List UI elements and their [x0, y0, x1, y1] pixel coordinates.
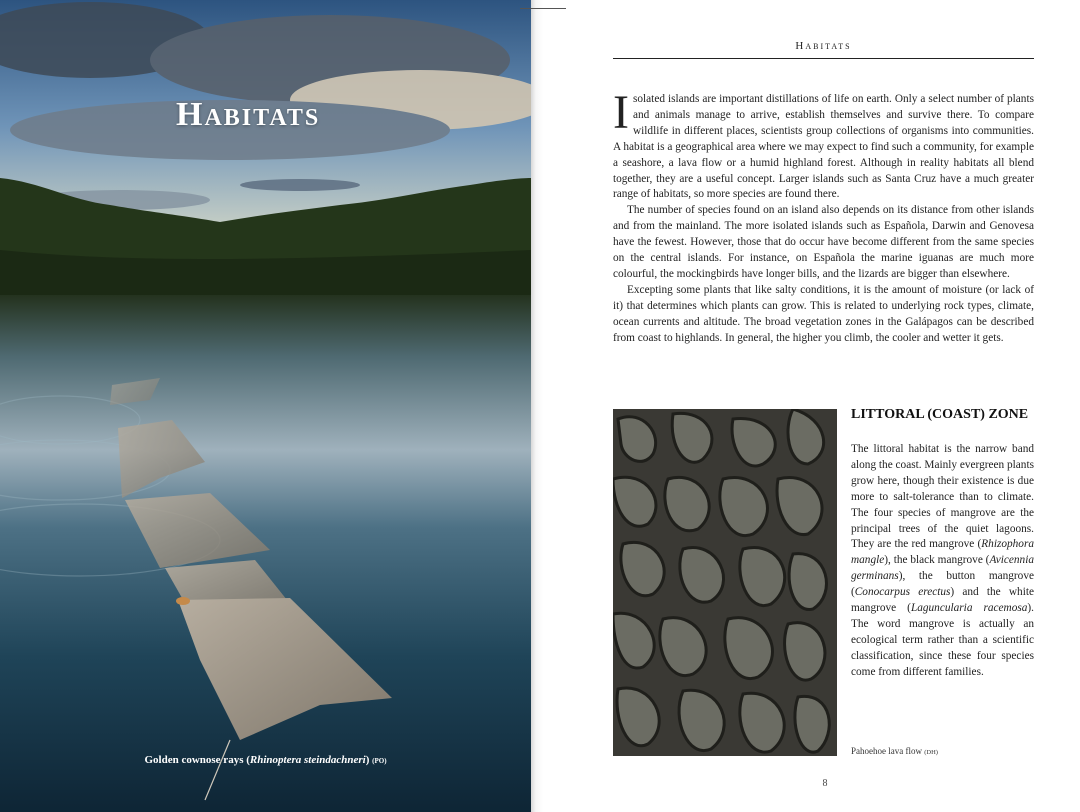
littoral-paragraph [851, 442, 1034, 681]
photo-caption-lava [851, 746, 938, 756]
running-head: Habitats [795, 40, 852, 52]
paragraph-3: Excepting some plants that like salty conditions, it is the amount of moisture (or lack of it) that determines which plants can grow. This is related to underlying rock types, climate, ocean currents and altitude. The broad vegetation zones in the Galápagos can be described from coast to highlands. In general, the higher you climb, the cooler and wetter it gets. [613, 283, 1034, 344]
littoral-text-2: ), the black mangrove ( [884, 554, 990, 567]
section-title-littoral: LITTORAL (COAST) ZONE [851, 407, 1029, 422]
caption-suffix: ) [365, 754, 373, 766]
page-number: 8 [822, 778, 828, 789]
caption-credit: (PO) [372, 757, 387, 765]
species-white-mangrove: Laguncularia racemosa [910, 602, 1028, 615]
pahoehoe-texture [613, 409, 837, 756]
caption-species: Rhinoptera steindachneri [249, 754, 366, 766]
lava-caption-credit: (DH) [924, 749, 938, 756]
intro-text [613, 86, 1034, 347]
littoral-text-1: The littoral habitat is the narrow band along the coast. Mainly evergreen plants grow here, though their existence is due more to salt-tolerance than to climate. The four species of mangrove are the principal trees of the quiet lagoons. They are the red mangrove ( [851, 443, 1034, 551]
paragraph-1-text: solated islands are important distillations of life on earth. Only a select number of plants and animals manage to arrive, establish themselves and survive there. To compare wildlife in different places, scientists group collections of organisms into communities. A habitat is a geographical area where we may expect to find such a community, for example a seashore, a lava flow or a humid highland forest. Although in reality habitats all blend together, they are a useful concept. Larger islands such as Santa Cruz have a much greater range of habitats, so more species are found there. [613, 93, 1034, 201]
littoral-text-3: ), the button mangrove ( [851, 570, 1034, 599]
lava-flow-photo [613, 409, 837, 756]
species-button-mangrove: Conocarpus erectus [854, 586, 951, 599]
littoral-text [851, 442, 1034, 681]
littoral-text-5: ). The word mangrove is actually an ecological term rather than a scientific classification, since these four species come from different families. [851, 602, 1034, 678]
lava-caption-text: Pahoehoe lava flow [851, 746, 925, 756]
littoral-text-4: ) and the white mangrove ( [851, 586, 1034, 615]
caption-prefix: Golden cownose rays ( [144, 754, 250, 766]
left-page-photo [0, 0, 531, 812]
page-gutter [531, 0, 543, 812]
chapter-title: Habitats [176, 96, 321, 133]
dropcap: I [613, 86, 629, 139]
gutter-mark [520, 8, 566, 9]
species-black-mangrove: Avicennia germinans [851, 554, 1034, 583]
photo-caption-rays [0, 754, 531, 766]
paragraph-2: The number of species found on an island also depends on its distance from other islands and from the mainland. The more isolated islands such as Española, Darwin and Genovesa have the fewest. However, those that do occur have become different from the same species on the central islands. For instance, on Española the marine iguanas are much more colourful, the mockingbirds have longer bills, and the lizards are bigger than elsewhere. [613, 204, 1034, 280]
species-red-mangrove: Rhizophora mangle [851, 538, 1034, 567]
header-rule [613, 58, 1034, 59]
paragraph-1 [613, 86, 1034, 203]
lagoon-water [0, 295, 531, 812]
